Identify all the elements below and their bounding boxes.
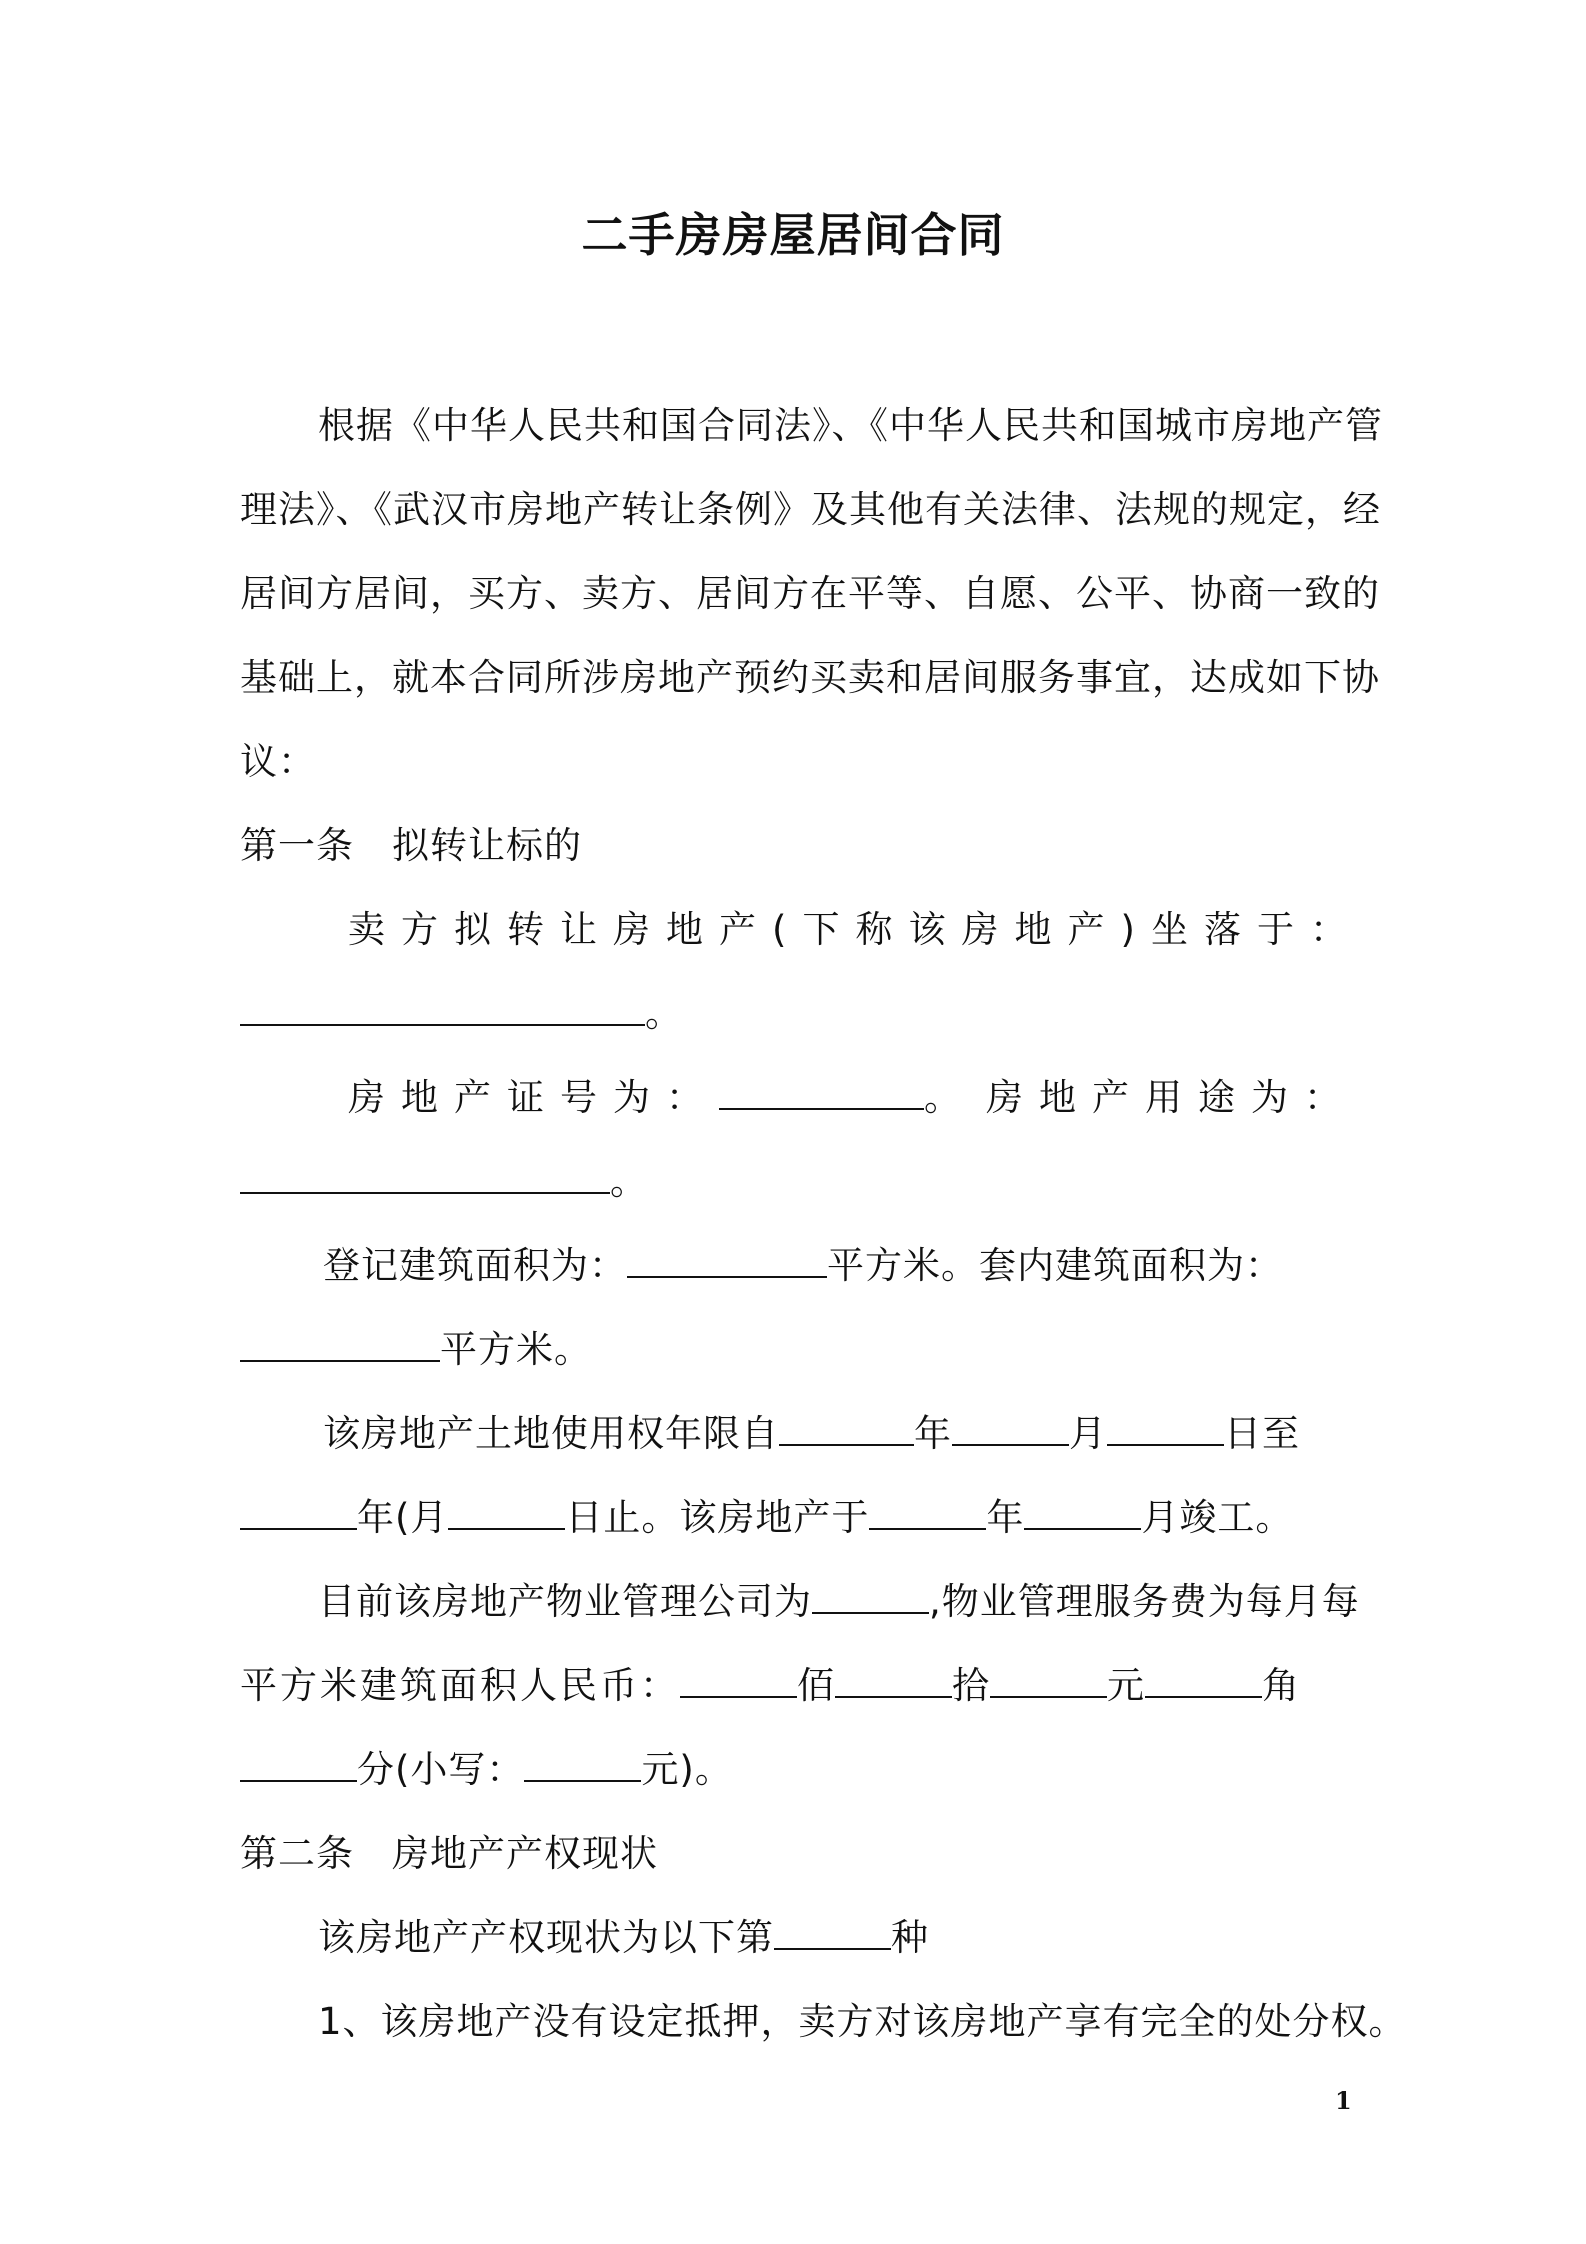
kind-label: 种: [891, 1916, 929, 1959]
document-title: 二手房房屋居间合同: [581, 208, 1005, 262]
cert-usage-line: [348, 1072, 1358, 1124]
land-use-end-line: [240, 1492, 1360, 1544]
article-2-heading: 第二条 房地产产权现状: [240, 1832, 658, 1875]
location-label: 卖方拟转让房地产(下称该房地产)坐落于：: [348, 908, 1348, 951]
reg-area-blank[interactable]: [627, 1240, 827, 1278]
land-use-label: 该房地产土地使用权年限自: [323, 1412, 779, 1455]
preamble-line-1: 根据《中华人民共和国合同法》、《中华人民共和国城市房地产管: [318, 404, 1383, 447]
fee-small-line: [240, 1744, 1360, 1796]
usage-line: [240, 1156, 1360, 1208]
preamble-line-5: 议：: [240, 740, 316, 783]
day-end-label: 日止。该房地产于: [565, 1496, 870, 1539]
inner-area-blank[interactable]: [240, 1324, 440, 1362]
area-line: [323, 1240, 1363, 1292]
usage-blank[interactable]: [240, 1156, 610, 1194]
period: 。: [610, 1160, 648, 1203]
fee-amount-line: [240, 1660, 1360, 1712]
fen-small-label: 分(小写：: [357, 1748, 525, 1791]
period: 。: [645, 992, 683, 1035]
start-year-blank[interactable]: [779, 1408, 914, 1446]
inner-area-line: [240, 1324, 1360, 1376]
pm-company-label: 目前该房地产物业管理公司为: [318, 1580, 812, 1623]
start-day-blank[interactable]: [1107, 1408, 1224, 1446]
jiao-label: 角: [1262, 1664, 1300, 1707]
small-amount-blank[interactable]: [524, 1744, 641, 1782]
preamble-line-3: 居间方居间，买方、卖方、居间方在平等、自愿、公平、协商一致的: [240, 572, 1380, 615]
year-month-label: 年(月: [357, 1496, 449, 1539]
article-1-heading: 第一条 拟转让标的: [240, 824, 582, 867]
inner-area-label: 平方米。套内建筑面积为：: [827, 1244, 1283, 1287]
land-use-line: [323, 1408, 1363, 1460]
page-number: 1: [1335, 2086, 1352, 2115]
preamble-line-2: 理法》、《武汉市房地产转让条例》及其他有关法律、法规的规定，经: [240, 488, 1381, 531]
pm-fee-label: ,物业管理服务费为每月每: [929, 1580, 1360, 1623]
yuan-end-label: 元)。: [641, 1748, 733, 1791]
cert-number-blank[interactable]: [719, 1072, 924, 1110]
jiao-blank[interactable]: [1145, 1660, 1262, 1698]
location-line: [240, 988, 1360, 1040]
bai-blank[interactable]: [680, 1660, 797, 1698]
completion-year-blank[interactable]: [869, 1492, 986, 1530]
completion-month-blank[interactable]: [1024, 1492, 1141, 1530]
property-management-line: [318, 1576, 1368, 1628]
status-line: [318, 1912, 1360, 1964]
rmb-label: 平方米建筑面积人民币：: [240, 1664, 680, 1707]
usage-label: 房地产用途为：: [986, 1076, 1357, 1119]
cert-label: 房地产证号为：: [348, 1076, 719, 1119]
start-month-blank[interactable]: [952, 1408, 1069, 1446]
status-item-1: 1、该房地产没有设定抵押，卖方对该房地产享有完全的处分权。: [318, 2000, 1407, 2043]
yuan-blank[interactable]: [990, 1660, 1107, 1698]
sqm-unit: 平方米。: [440, 1328, 592, 1371]
shi-label: 拾: [952, 1664, 990, 1707]
year-label: 年: [986, 1496, 1025, 1539]
reg-area-label: 登记建筑面积为：: [323, 1244, 627, 1287]
completed-label: 月竣工。: [1141, 1496, 1294, 1539]
location-blank[interactable]: [240, 988, 645, 1026]
bai-label: 佰: [797, 1664, 835, 1707]
pm-company-blank[interactable]: [812, 1576, 929, 1614]
shi-blank[interactable]: [835, 1660, 952, 1698]
end-year-blank[interactable]: [240, 1492, 357, 1530]
fen-blank[interactable]: [240, 1744, 357, 1782]
status-kind-blank[interactable]: [774, 1912, 891, 1950]
year-label: 年: [914, 1412, 952, 1455]
yuan-label: 元: [1107, 1664, 1145, 1707]
preamble-line-4: 基础上，就本合同所涉房地产预约买卖和居间服务事宜，达成如下协: [240, 656, 1380, 699]
day-to-label: 日至: [1224, 1412, 1300, 1455]
end-day-blank[interactable]: [448, 1492, 565, 1530]
period: 。: [924, 1076, 962, 1119]
status-label: 该房地产产权现状为以下第: [318, 1916, 774, 1959]
month-label: 月: [1069, 1412, 1107, 1455]
